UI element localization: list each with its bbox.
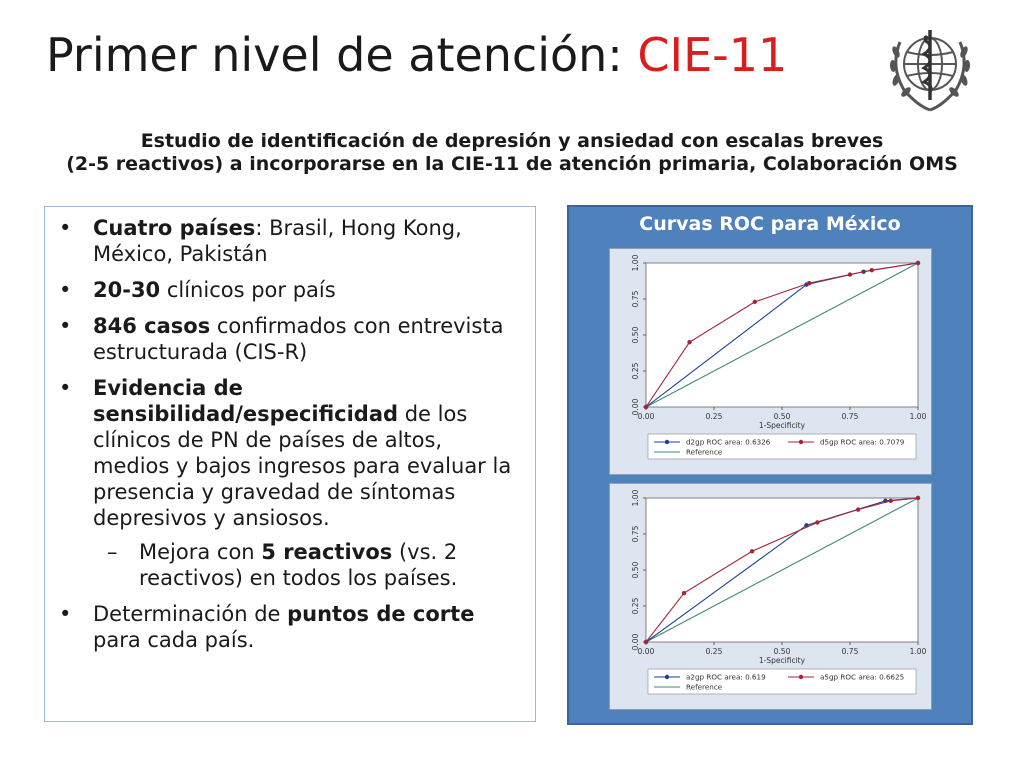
title-accent: CIE-11 bbox=[637, 28, 788, 82]
legend-label: a5gp ROC area: 0.6625 bbox=[820, 672, 905, 682]
bullet-text: confirmados con entrevista estructurada (CIS-R) bbox=[93, 314, 504, 364]
y-tick-label: 0.25 bbox=[631, 597, 640, 615]
bullet-bold: 20-30 bbox=[93, 278, 161, 302]
dash-bullet-icon: – bbox=[107, 540, 118, 564]
bullet-bold: 846 casos bbox=[93, 314, 211, 338]
bullet-text: (vs. 2 reactivos) en todos los países. bbox=[139, 540, 458, 590]
y-tick-label: 0.25 bbox=[631, 362, 640, 380]
bullet-text: : Brasil, Hong Kong, México, Pakistán bbox=[93, 216, 462, 266]
roc-panel bbox=[567, 205, 973, 725]
bullet-text: de los clínicos de PN de países de altos, medios y bajos ingresos para evaluar la presencia y gravedad de síntomas depresivos y ansiosos. bbox=[93, 402, 512, 530]
roc-chart-depression bbox=[609, 248, 932, 475]
roc-chart-svg bbox=[610, 249, 931, 474]
bullet-text: Mejora con bbox=[139, 540, 262, 564]
y-tick-label: 0.75 bbox=[631, 290, 640, 308]
slide-title bbox=[46, 30, 787, 81]
subtitle-line-2: (2-5 reactivos) a incorporarse en la CIE-11 de atención primaria, Colaboración OMS bbox=[66, 153, 958, 175]
y-tick-label: 0.50 bbox=[631, 326, 640, 344]
data-point bbox=[807, 281, 811, 285]
bullet-text: para cada país. bbox=[93, 628, 255, 652]
x-tick-label: 0.25 bbox=[705, 647, 723, 656]
legend-label: d5gp ROC area: 0.7079 bbox=[820, 437, 905, 447]
data-point bbox=[889, 499, 893, 503]
bullet-text: clínicos por país bbox=[160, 278, 336, 302]
bullet-dot-icon: • bbox=[59, 314, 72, 338]
y-tick-label: 0.75 bbox=[631, 525, 640, 543]
title-main: Primer nivel de atención: bbox=[46, 28, 638, 82]
bullet-dot-icon: • bbox=[59, 602, 72, 626]
bullet-item-cutoffs bbox=[59, 601, 517, 653]
legend-marker bbox=[799, 440, 803, 444]
x-tick-label: 0.75 bbox=[841, 647, 859, 656]
data-point bbox=[644, 640, 648, 644]
legend-marker bbox=[665, 675, 669, 679]
x-axis-label: 1-Specificity bbox=[758, 421, 806, 430]
data-point bbox=[815, 520, 819, 524]
bullet-list bbox=[59, 215, 517, 653]
data-point bbox=[870, 268, 874, 272]
bullet-list-box bbox=[44, 206, 536, 722]
y-tick-label: 0.50 bbox=[631, 561, 640, 579]
x-tick-label: 0.50 bbox=[773, 412, 791, 421]
bullet-dot-icon: • bbox=[59, 376, 72, 400]
x-tick-label: 0.00 bbox=[637, 412, 655, 421]
y-tick-label: 1.00 bbox=[631, 254, 640, 272]
y-tick-label: 0.00 bbox=[631, 398, 640, 416]
legend-marker bbox=[665, 440, 669, 444]
x-tick-label: 1.00 bbox=[909, 412, 927, 421]
sub-bullet-item-improvement bbox=[59, 539, 517, 591]
x-tick-label: 0.50 bbox=[773, 647, 791, 656]
panel-title: Curvas ROC para México bbox=[639, 213, 901, 235]
data-point bbox=[687, 340, 691, 344]
bullet-item-evidence bbox=[59, 375, 517, 531]
data-point bbox=[916, 496, 920, 500]
data-point bbox=[916, 261, 920, 265]
data-point bbox=[856, 507, 860, 511]
x-tick-label: 0.00 bbox=[637, 647, 655, 656]
legend-label: d2gp ROC area: 0.6326 bbox=[686, 437, 771, 447]
bullet-item-clinicians bbox=[59, 277, 517, 303]
x-tick-label: 0.25 bbox=[705, 412, 723, 421]
legend-label: a2gp ROC area: 0.619 bbox=[686, 672, 766, 682]
bullet-item-cases bbox=[59, 313, 517, 365]
x-tick-label: 1.00 bbox=[909, 647, 927, 656]
bullet-text: Determinación de bbox=[93, 602, 288, 626]
bullet-bold: Cuatro países bbox=[93, 216, 256, 240]
bullet-bold: puntos de corte bbox=[287, 602, 475, 626]
legend-label: Reference bbox=[686, 682, 723, 692]
bullet-bold: Evidencia de sensibilidad/especificidad bbox=[93, 376, 399, 426]
bullet-dot-icon: • bbox=[59, 216, 72, 240]
data-point bbox=[644, 405, 648, 409]
data-point bbox=[682, 591, 686, 595]
slide-subtitle bbox=[20, 130, 1004, 176]
roc-chart-anxiety bbox=[609, 483, 932, 710]
legend-marker bbox=[799, 675, 803, 679]
roc-chart-svg bbox=[610, 484, 931, 709]
data-point bbox=[750, 549, 754, 553]
data-point bbox=[753, 300, 757, 304]
bullet-bold: 5 reactivos bbox=[261, 540, 393, 564]
subtitle-line-1: Estudio de identificación de depresión y ansiedad con escalas breves bbox=[140, 130, 884, 152]
bullet-item-countries bbox=[59, 215, 517, 267]
x-tick-label: 0.75 bbox=[841, 412, 859, 421]
x-axis-label: 1-Specificity bbox=[758, 656, 806, 665]
legend-label: Reference bbox=[686, 447, 723, 457]
bullet-dot-icon: • bbox=[59, 278, 72, 302]
who-emblem-icon bbox=[884, 20, 976, 114]
y-tick-label: 0.00 bbox=[631, 633, 640, 651]
y-tick-label: 1.00 bbox=[631, 489, 640, 507]
data-point bbox=[848, 272, 852, 276]
